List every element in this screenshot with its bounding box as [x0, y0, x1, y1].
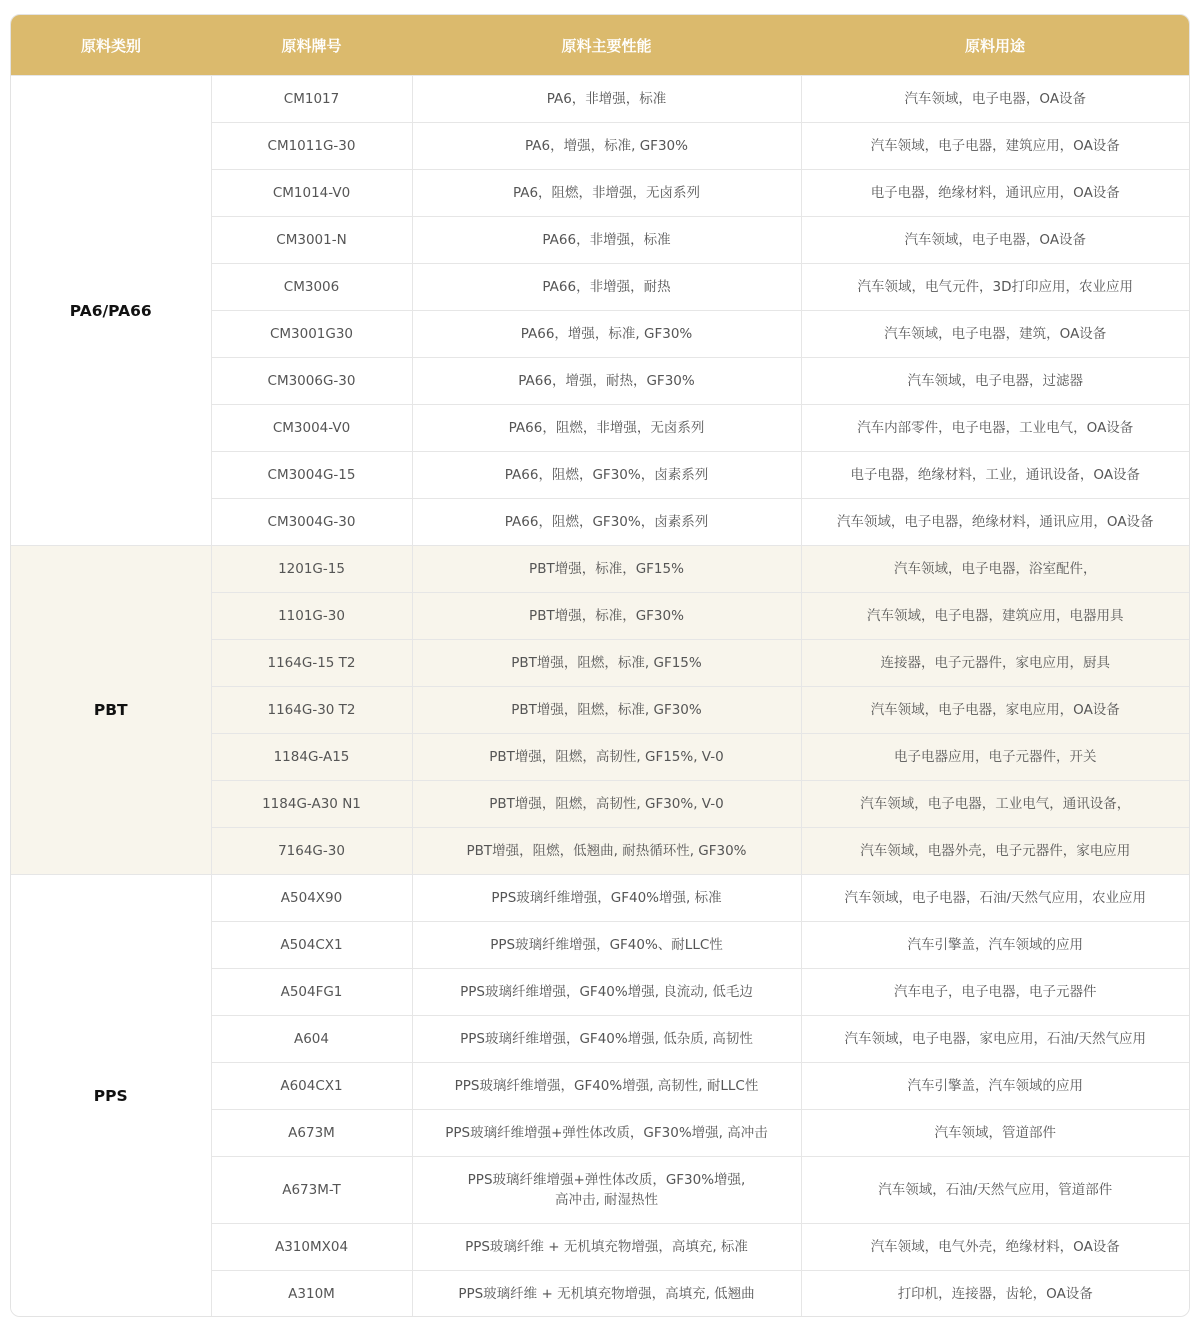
performance-cell: PPS玻璃纤维增强，GF40%增强, 高韧性, 耐LLC性 [412, 1063, 801, 1110]
performance-cell: PA66，阻燃，GF30%，卤素系列 [412, 499, 801, 546]
performance-cell: PBT增强，标准，GF15% [412, 546, 801, 593]
grade-cell: CM1017 [211, 76, 412, 123]
grade-cell: 1201G-15 [211, 546, 412, 593]
usage-cell: 电子电器，绝缘材料，通讯应用，OA设备 [801, 170, 1189, 217]
grade-cell: A310M [211, 1271, 412, 1318]
grade-cell: CM1014-V0 [211, 170, 412, 217]
group-pa6-pa66 [11, 76, 1189, 546]
usage-cell: 汽车领域，电子电器，建筑应用，OA设备 [801, 123, 1189, 170]
header-category: 原料类别 [11, 15, 211, 76]
performance-cell: PA66，增强，耐热，GF30% [412, 358, 801, 405]
usage-cell: 汽车领域，电气元件，3D打印应用，农业应用 [801, 264, 1189, 311]
usage-cell: 汽车领域，管道部件 [801, 1110, 1189, 1157]
grade-cell: 1101G-30 [211, 593, 412, 640]
usage-cell: 汽车领域，电子电器，建筑，OA设备 [801, 311, 1189, 358]
materials-table [11, 15, 1189, 1317]
grade-cell: CM3006G-30 [211, 358, 412, 405]
grade-cell: 1164G-30 T2 [211, 687, 412, 734]
category-cell: PBT [11, 546, 211, 875]
grade-cell: A310MX04 [211, 1224, 412, 1271]
performance-cell: PPS玻璃纤维增强，GF40%增强, 低杂质, 高韧性 [412, 1016, 801, 1063]
performance-cell: PBT增强，标准，GF30% [412, 593, 801, 640]
header-performance: 原料主要性能 [412, 15, 801, 76]
usage-cell: 电子电器，绝缘材料，工业，通讯设备，OA设备 [801, 452, 1189, 499]
usage-cell: 汽车领域，电子电器，工业电气，通讯设备， [801, 781, 1189, 828]
grade-cell: CM3004G-15 [211, 452, 412, 499]
performance-cell: PA66，阻燃，GF30%，卤素系列 [412, 452, 801, 499]
performance-cell: PA6，增强，标准, GF30% [412, 123, 801, 170]
usage-cell: 汽车电子，电子电器，电子元器件 [801, 969, 1189, 1016]
header-grade: 原料牌号 [211, 15, 412, 76]
category-cell: PA6/PA66 [11, 76, 211, 546]
table-row [11, 875, 1189, 922]
grade-cell: CM3004G-30 [211, 499, 412, 546]
category-cell: PPS [11, 875, 211, 1318]
usage-cell: 汽车领域，电器外壳，电子元器件，家电应用 [801, 828, 1189, 875]
performance-cell: PA66，非增强，耐热 [412, 264, 801, 311]
performance-line-2: 高冲击, 耐湿热性 [554, 1192, 659, 1208]
usage-cell: 汽车领域，电子电器，建筑应用，电器用具 [801, 593, 1189, 640]
usage-cell: 汽车引擎盖，汽车领域的应用 [801, 922, 1189, 969]
usage-cell: 汽车引擎盖，汽车领域的应用 [801, 1063, 1189, 1110]
table-row [11, 546, 1189, 593]
table-row [11, 76, 1189, 123]
usage-cell: 打印机，连接器，齿轮，OA设备 [801, 1271, 1189, 1318]
usage-cell: 汽车领域，石油/天然气应用，管道部件 [801, 1157, 1189, 1224]
usage-cell: 汽车内部零件，电子电器，工业电气，OA设备 [801, 405, 1189, 452]
grade-cell: A504X90 [211, 875, 412, 922]
grade-cell: A673M [211, 1110, 412, 1157]
usage-cell: 汽车领域，电子电器，浴室配件， [801, 546, 1189, 593]
table-header [11, 15, 1189, 76]
grade-cell: CM3001-N [211, 217, 412, 264]
performance-cell: PA6，非增强，标准 [412, 76, 801, 123]
usage-cell: 汽车领域，电子电器，家电应用，石油/天然气应用 [801, 1016, 1189, 1063]
header-usage: 原料用途 [801, 15, 1189, 76]
performance-cell: PPS玻璃纤维 + 无机填充物增强，高填充, 低翘曲 [412, 1271, 801, 1318]
group-pbt [11, 546, 1189, 875]
performance-cell: PPS玻璃纤维增强+弹性体改质，GF30%增强, 高冲击 [412, 1110, 801, 1157]
performance-cell: PBT增强，阻燃，标准, GF15% [412, 640, 801, 687]
performance-cell: PPS玻璃纤维 + 无机填充物增强，高填充, 标准 [412, 1224, 801, 1271]
performance-cell: PA66，阻燃，非增强，无卤系列 [412, 405, 801, 452]
usage-cell: 汽车领域，电气外壳，绝缘材料，OA设备 [801, 1224, 1189, 1271]
grade-cell: 7164G-30 [211, 828, 412, 875]
performance-cell: PBT增强，阻燃，低翘曲, 耐热循环性, GF30% [412, 828, 801, 875]
performance-line-1: PPS玻璃纤维增强+弹性体改质，GF30%增强, [467, 1172, 746, 1188]
performance-cell: PBT增强，阻燃，高韧性, GF15%, V-0 [412, 734, 801, 781]
performance-cell: PBT增强，阻燃，高韧性, GF30%, V-0 [412, 781, 801, 828]
grade-cell: 1184G-A15 [211, 734, 412, 781]
usage-cell: 汽车领域，电子电器，OA设备 [801, 217, 1189, 264]
usage-cell: 连接器，电子元器件，家电应用，厨具 [801, 640, 1189, 687]
performance-cell [412, 1157, 801, 1224]
grade-cell: 1184G-A30 N1 [211, 781, 412, 828]
performance-cell: PA6，阻燃，非增强，无卤系列 [412, 170, 801, 217]
grade-cell: CM3006 [211, 264, 412, 311]
grade-cell: A504FG1 [211, 969, 412, 1016]
grade-cell: 1164G-15 T2 [211, 640, 412, 687]
usage-cell: 汽车领域，电子电器，石油/天然气应用，农业应用 [801, 875, 1189, 922]
usage-cell: 电子电器应用，电子元器件，开关 [801, 734, 1189, 781]
grade-cell: CM3001G30 [211, 311, 412, 358]
usage-cell: 汽车领域，电子电器，家电应用，OA设备 [801, 687, 1189, 734]
grade-cell: A604 [211, 1016, 412, 1063]
grade-cell: CM1011G-30 [211, 123, 412, 170]
grade-cell: A504CX1 [211, 922, 412, 969]
materials-table-container [10, 14, 1190, 1317]
usage-cell: 汽车领域，电子电器，过滤器 [801, 358, 1189, 405]
grade-cell: A604CX1 [211, 1063, 412, 1110]
performance-cell: PPS玻璃纤维增强，GF40%增强, 标准 [412, 875, 801, 922]
performance-cell: PBT增强，阻燃，标准, GF30% [412, 687, 801, 734]
header-row [11, 15, 1189, 76]
usage-cell: 汽车领域，电子电器，绝缘材料，通讯应用，OA设备 [801, 499, 1189, 546]
grade-cell: A673M-T [211, 1157, 412, 1224]
performance-cell: PA66，增强，标准, GF30% [412, 311, 801, 358]
performance-cell: PPS玻璃纤维增强，GF40%、耐LLC性 [412, 922, 801, 969]
performance-cell: PPS玻璃纤维增强，GF40%增强, 良流动, 低毛边 [412, 969, 801, 1016]
usage-cell: 汽车领域，电子电器，OA设备 [801, 76, 1189, 123]
group-pps [11, 875, 1189, 1318]
grade-cell: CM3004-V0 [211, 405, 412, 452]
performance-cell: PA66，非增强，标准 [412, 217, 801, 264]
